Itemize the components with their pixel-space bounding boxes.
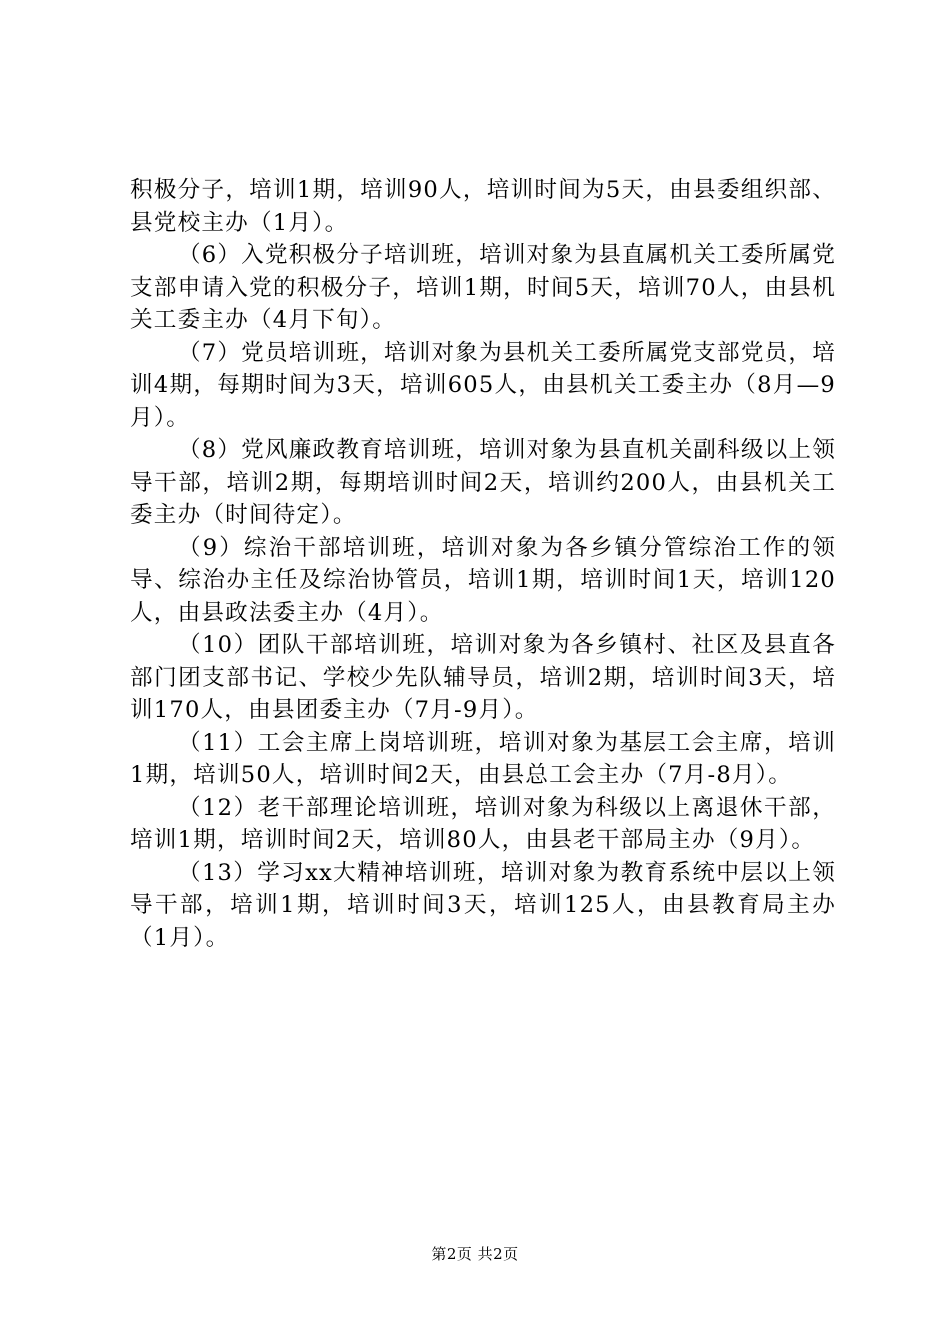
paragraph-item-11: （11）工会主席上岗培训班，培训对象为基层工会主席，培训1期，培训50人，培训时间2天，由县总工会主办（7月-8月）。 — [130, 729, 836, 788]
paragraph-item-7: （7）党员培训班，培训对象为县机关工委所属党支部党员，培训4期，每期时间为3天，培训605人，由县机关工委主办（8月—9月）。 — [130, 339, 837, 431]
document-body — [130, 174, 836, 954]
paragraph-item-12: （12）老干部理论培训班，培训对象为科级以上离退休干部，培训1期，培训时间2天，培训80人，由县老干部局主办（9月）。 — [130, 794, 836, 853]
paragraph-continuation: 积极分子，培训1期，培训90人，培训时间为5天，由县委组织部、县党校主办（1月）。 — [130, 177, 836, 236]
paragraph-item-8: （8）党风廉政教育培训班，培训对象为县直机关副科级以上领导干部，培训2期，每期培训时间2天，培训约200人，由县机关工委主办（时间待定）。 — [130, 437, 837, 528]
paragraph-item-9: （9）综治干部培训班，培训对象为各乡镇分管综治工作的领导、综治办主任及综治协管员，培训1期，培训时间1天，培训120人，由县政法委主办（4月）。 — [130, 534, 836, 626]
paragraph-item-6: （6）入党积极分子培训班，培训对象为县直属机关工委所属党支部申请入党的积极分子，培训1期，时间5天，培训70人，由县机关工委主办（4月下旬）。 — [130, 242, 837, 333]
paragraph-item-10: （10）团队干部培训班，培训对象为各乡镇村、社区及县直各部门团支部书记、学校少先队辅导员，培训2期，培训时间3天，培训170人，由县团委主办（7月-9月）。 — [130, 632, 836, 723]
page-footer: 第2页 共2页 — [431, 1245, 519, 1263]
paragraph-item-13: （13）学习xx大精神培训班，培训对象为教育系统中层以上领导干部，培训1期，培训时间3天，培训125人，由县教育局主办（1月）。 — [130, 859, 836, 951]
